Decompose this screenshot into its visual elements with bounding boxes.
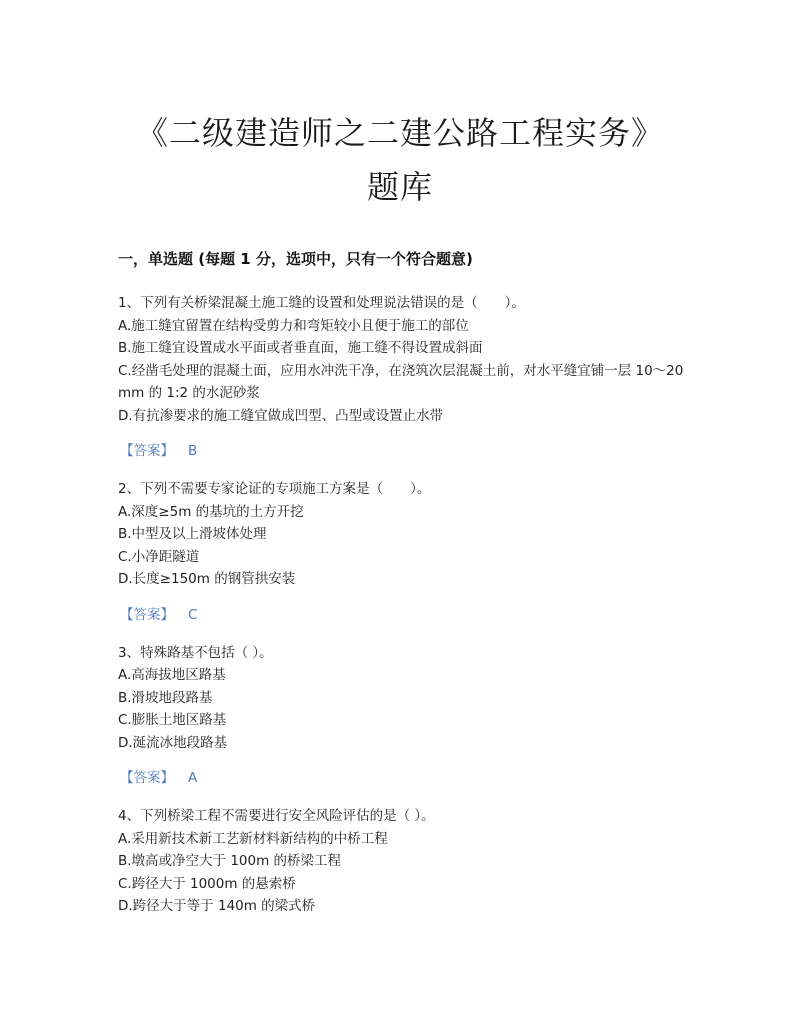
question-stem: 1、下列有关桥梁混凝土施工缝的设置和处理说法错误的是（ ）。 xyxy=(118,295,525,311)
answer-row xyxy=(120,767,688,789)
option-a: A.采用新技术新工艺新材料新结构的中桥工程 xyxy=(118,830,388,847)
option-c: C.经凿毛处理的混凝土面，应用水冲洗干净，在浇筑次层混凝土前，对水平缝宜铺一层 10～20mm 的 1:2 的水泥砂浆 xyxy=(118,362,684,401)
document-subtitle: 题库 xyxy=(366,168,433,206)
question-list xyxy=(118,292,688,918)
question-3 xyxy=(118,642,688,790)
option-d: D.有抗渗要求的施工缝宜做成凹型、凸型或设置止水带 xyxy=(118,407,444,424)
question-2 xyxy=(118,478,688,626)
option-b: B.中型及以上滑坡体处理 xyxy=(118,526,267,542)
question-1 xyxy=(118,292,688,462)
question-stem: 2、下列不需要专家论证的专项施工方案是（ ）。 xyxy=(118,481,431,497)
option-d: D.跨径大于等于 140m 的梁式桥 xyxy=(118,898,316,914)
option-b: B.施工缝宜设置成水平面或者垂直面，施工缝不得设置成斜面 xyxy=(118,340,483,356)
section-heading: 一，单选题 (每题 1 分，选项中，只有一个符合题意) xyxy=(118,250,473,268)
option-d: D.长度≥150m 的钢管拱安装 xyxy=(118,571,296,587)
answer-label: 【答案】 xyxy=(120,443,174,459)
option-c: C.小净距隧道 xyxy=(118,548,200,565)
option-a: A.深度≥5m 的基坑的土方开挖 xyxy=(118,503,304,520)
answer-value: C xyxy=(188,606,198,623)
question-stem: 4、下列桥梁工程不需要进行安全风险评估的是（ ）。 xyxy=(118,808,435,824)
option-a: A.施工缝宜留置在结构受剪力和弯矩较小且便于施工的部位 xyxy=(118,317,469,334)
answer-label: 【答案】 xyxy=(120,606,174,623)
answer-label: 【答案】 xyxy=(120,770,174,786)
option-a: A.高海拔地区路基 xyxy=(118,667,226,683)
document-title: 《二级建造师之二建公路工程实务》 xyxy=(135,114,664,152)
option-b: B.滑坡地段路基 xyxy=(118,689,213,706)
answer-value: A xyxy=(188,770,198,786)
option-c: C.跨径大于 1000m 的悬索桥 xyxy=(118,875,296,892)
answer-row xyxy=(120,604,688,626)
question-stem: 3、特殊路基不包括（ ）。 xyxy=(118,644,273,661)
answer-value: B xyxy=(188,443,198,459)
answer-row xyxy=(120,440,688,462)
option-c: C.膨胀土地区路基 xyxy=(118,712,227,728)
question-4 xyxy=(118,805,688,918)
option-d: D.涎流冰地段路基 xyxy=(118,734,228,751)
option-b: B.墩高或净空大于 100m 的桥梁工程 xyxy=(118,853,342,869)
